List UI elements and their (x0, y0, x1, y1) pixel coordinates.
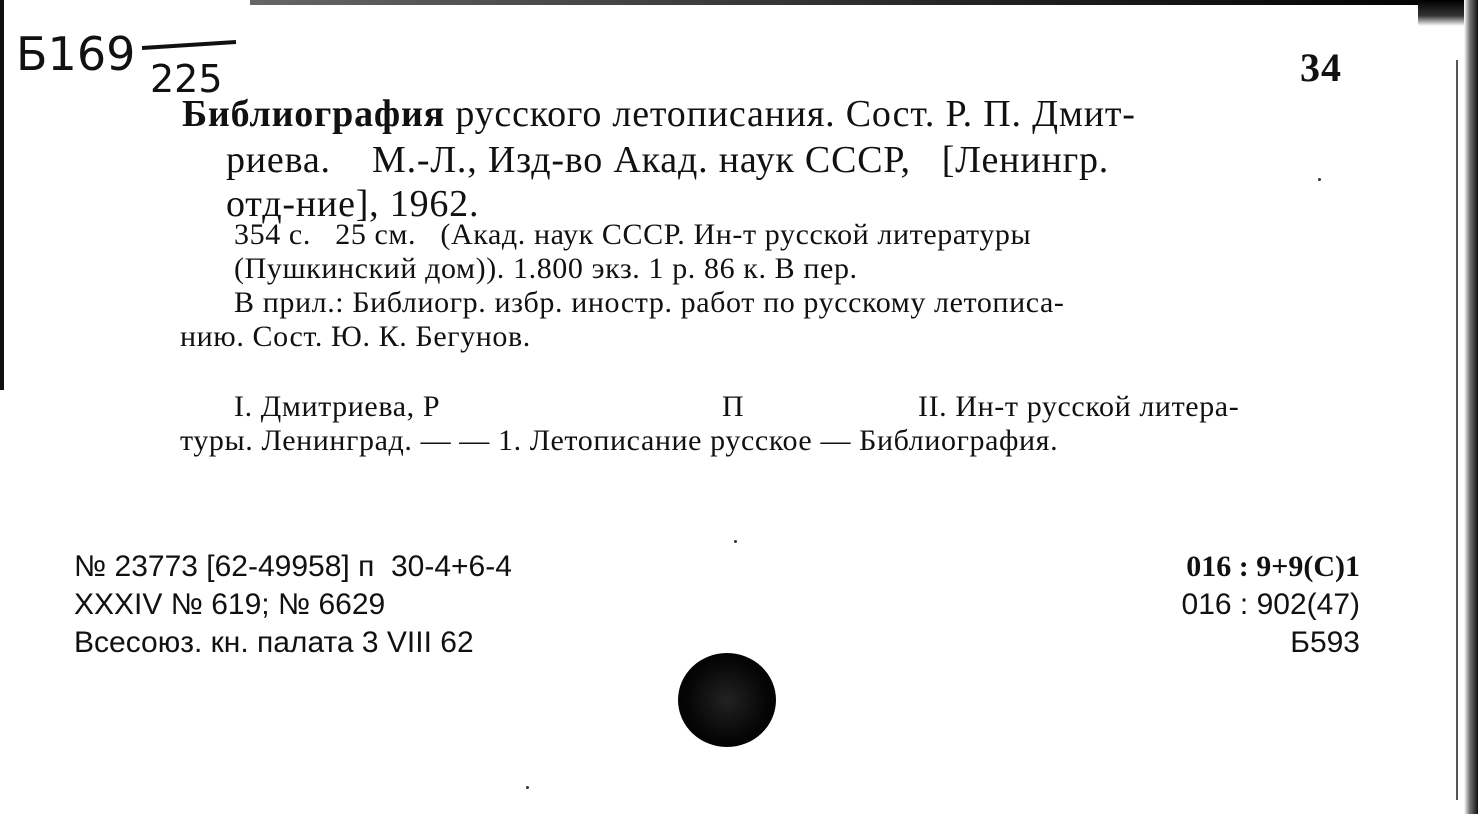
title-text: русского летописания. Сост. Р. П. Дмит- (445, 93, 1136, 135)
registration-line-1: № 23773 [62-49958] п 30-4+6-4 (74, 550, 512, 583)
collation-line-2: (Пушкинский дом)). 1.800 экз. 1 р. 86 к. В пер. (234, 252, 858, 285)
classification-line-2: 016 : 902(47) (1181, 588, 1360, 621)
collation-line-1: 354 с. 25 см. (Акад. наук СССР. Ин-т русской литературы (234, 218, 1032, 251)
shelfmark-main: Б169 (16, 27, 136, 81)
tracing-author-initial: П (722, 390, 745, 423)
ink-speck (526, 786, 529, 789)
card-number: 34 (1300, 45, 1342, 90)
tracing-author: I. Дмитриева, Р (234, 390, 441, 423)
author-heading: Библиография (182, 93, 446, 135)
card-top-edge (250, 0, 1478, 5)
tracing-subject: туры. Ленинград. — — 1. Летописание русское — Библиография. (180, 424, 1059, 457)
card-right-border (1456, 60, 1458, 800)
classification-line-1: 016 : 9+9(С)1 (1186, 550, 1360, 583)
punch-hole (678, 653, 776, 747)
registration-line-2: XXXIV № 619; № 6629 (74, 588, 386, 621)
tracing-institution: II. Ин-т русской литера- (918, 390, 1240, 423)
handwritten-shelfmark (14, 26, 264, 96)
card-left-edge (0, 0, 4, 390)
classification-line-3: Б593 (1290, 626, 1360, 659)
classification-block (1182, 548, 1360, 662)
registration-line-3: Всесоюз. кн. палата 3 VIII 62 (74, 626, 474, 659)
title-line-3: отд-ние], 1962. (226, 183, 480, 225)
ink-speck (1318, 178, 1321, 181)
appendix-line-2: нию. Сост. Ю. К. Бегунов. (180, 320, 531, 353)
card-right-edge (1464, 0, 1478, 814)
title-line-2: риева. М.-Л., Изд-во Акад. наук СССР, [Ленингр. (226, 139, 1110, 181)
shelfmark-sub: 225 (150, 57, 223, 96)
registration-block (74, 548, 512, 662)
title-line-1 (182, 92, 1136, 136)
ink-speck (734, 540, 737, 543)
appendix-line-1: В прил.: Библиогр. избр. иностр. работ по русскому летописа- (234, 286, 1065, 319)
shelfmark-underline (142, 42, 236, 48)
